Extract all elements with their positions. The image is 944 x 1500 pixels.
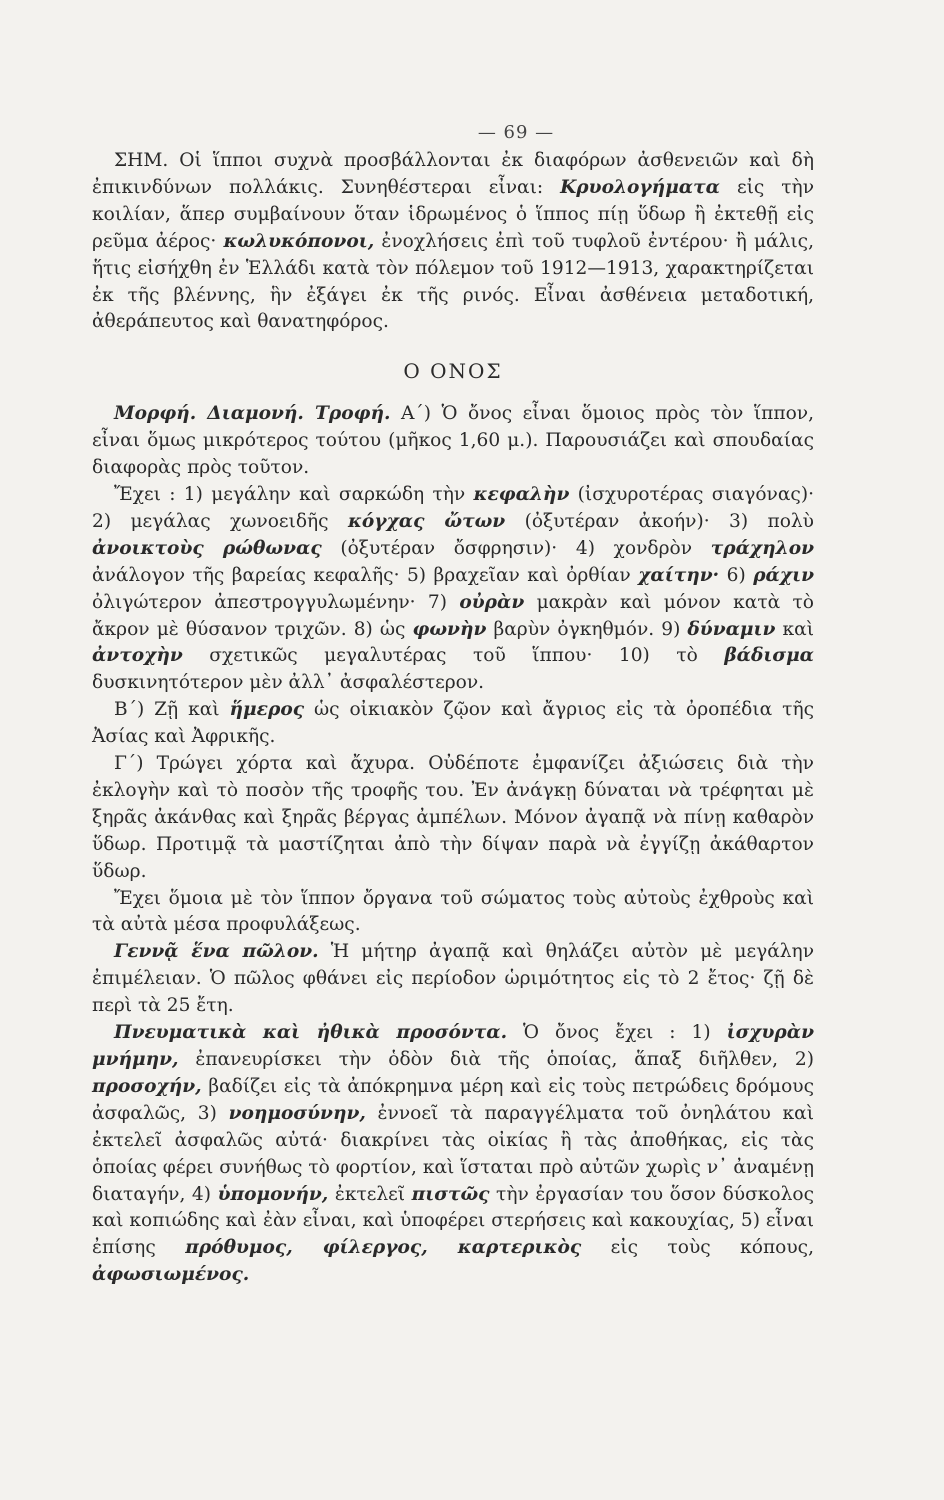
paragraph-reproduction: Γεννᾷ ἕνα πῶλον. Ἡ μήτηρ ἀγαπᾷ καὶ θηλάζει αὐτὸν μὲ μεγάλην ἐπιμέλειαν. Ὁ πῶλος φθάνει εἰς περίοδον ὡριμότητος εἰς τὸ 2 ἔτος· ζῇ δὲ περὶ τὰ 25 ἔτη. bbox=[92, 941, 814, 1017]
paragraph-features: Ἔχει : 1) μεγάλην καὶ σαρκώδη τὴν κεφαλὴν (ἰσχυροτέρας σιαγόνας)· 2) μεγάλας χωνοειδῆς κόγχας ὤτων (ὀξυτέραν ἀκοήν)· 3) πολὺ ἀνοικτοὺς ρώθωνας (ὀξυτέραν ὄσφρησιν)· 4) χονδρὸν τράχηλον ἀνάλογον τῆς βαρείας κεφαλῆς· 5) βραχεῖαν καὶ ὀρθίαν χαίτην· 6) ράχιν ὀλιγώτερον ἀπεστρογγυλωμένην· 7) οὐρὰν μακρὰν καὶ μόνον κατὰ τὸ ἄκρον μὲ θύσανον τριχῶν. 8) ὡς φωνὴν βαρὺν ὀγκηθμόν. 9) δύναμιν καὶ ἀντοχὴν σχετικῶς μεγαλυτέρας τοῦ ἵππου· 10) τὸ βάδισμα δυσκινητότερον μὲν ἀλλ᾽ ἀσφαλέστερον. bbox=[92, 483, 814, 694]
page-body bbox=[92, 118, 814, 1289]
footnote-paragraph: ΣΗΜ. Οἱ ἵπποι συχνὰ προσβάλλονται ἐκ διαφόρων ἀσθενειῶν καὶ δὴ ἐπικινδύνων πολλάκις. Συνηθέστεραι εἶναι: Κρυολογήματα εἰς τὴν κοιλίαν, ἅπερ συμβαίνουν ὅταν ἱδρωμένος ὁ ἵππος πίῃ ὕδωρ ἢ ἐκτεθῇ εἰς ρεῦμα ἀέρος· κωλυκόπονοι, ἐνοχλήσεις ἐπὶ τοῦ τυφλοῦ ἐντέρου· ἢ μάλις, ἥτις εἰσήχθη ἐν Ἑλλάδι κατὰ τὸν πόλεμον τοῦ 1912—1913, χαρακτηρίζεται ἐκ τῆς βλέννης, ἣν ἐξάγει ἐκ τῆς ρινός. Εἶναι ἀσθένεια μεταδοτική, ἀθεράπευτος καὶ θανατηφόρος. bbox=[92, 150, 815, 333]
page-number: — 69 — bbox=[477, 122, 555, 143]
paragraph-form: Μορφή. Διαμονή. Τροφή. Α΄) Ὁ ὄνος εἶναι ὅμοιος πρὸς τὸν ἵππον, εἶναι ὅμως μικρότερος τούτου (μῆκος 1,60 μ.). Παρουσιάζει καὶ σπουδαίας διαφορὰς πρὸς τοῦτον. bbox=[92, 403, 814, 479]
paragraph-organs: Ἔχει ὅμοια μὲ τὸν ἵππον ὄργανα τοῦ σώματος τοὺς αὐτοὺς ἐχθροὺς καὶ τὰ αὐτὰ μέσα προφυλάξεως. bbox=[92, 887, 814, 936]
paragraph-food: Γ΄) Τρώγει χόρτα καὶ ἄχυρα. Οὐδέποτε ἐμφανίζει ἀξιώσεις διὰ τὴν ἐκλογὴν καὶ τὸ ποσὸν τῆς τροφῆς του. Ἐν ἀνάγκῃ δύναται νὰ τρέφηται μὲ ξηρᾶς ἀκάνθας καὶ ξηρᾶς βέργας ἀμπέλων. Μόνον ἀγαπᾷ νὰ πίνῃ καθαρὸν ὕδωρ. Προτιμᾷ τὰ μαστίζηται ἀπὸ τὴν δίψαν παρὰ νὰ ἐγγίζῃ ἀκάθαρτον ὕδωρ. bbox=[92, 753, 814, 882]
paragraph-qualities: Πνευματικὰ καὶ ἠθικὰ προσόντα. Ὁ ὄνος ἔχει : 1) ἰσχυρὰν μνήμην, ἐπανευρίσκει τὴν ὁδὸν διὰ τῆς ὁποίας, ἅπαξ διῆλθεν, 2) προσοχήν, βαδίζει εἰς τὰ ἀπόκρημνα μέρη καὶ εἰς τοὺς πετρώδεις δρόμους ἀσφαλῶς, 3) νοημοσύνην, ἐννοεῖ τὰ παραγγέλματα τοῦ ὀνηλάτου καὶ ἐκτελεῖ ἀσφαλῶς αὐτά· διακρίνει τὰς οἰκίας ἢ τὰς ἀποθήκας, εἰς τὰς ὁποίας φέρει συνήθως τὸ φορτίον, καὶ ἵσταται πρὸ αὐτῶν χωρὶς ν᾽ ἀναμένῃ διαταγήν, 4) ὑπομονήν, ἐκτελεῖ πιστῶς τὴν ἐργασίαν του ὅσον δύσκολος καὶ κοπιώδης καὶ ἐὰν εἶναι, καὶ ὑποφέρει στερήσεις καὶ κακουχίας, 5) εἶναι ἐπίσης πρόθυμος, φίλεργος, καρτερικὸς εἰς τοὺς κόπους, ἀφωσιωμένος. bbox=[92, 1022, 815, 1286]
section-title: Ο ΟΝΟΣ bbox=[403, 359, 503, 384]
paragraph-habitat: Β΄) Ζῇ καὶ ἥμερος ὡς οἰκιακὸν ζῷον καὶ ἄγριος εἰς τὰ ὀροπέδια τῆς Ἀσίας καὶ Ἀφρικῆς. bbox=[92, 699, 814, 748]
